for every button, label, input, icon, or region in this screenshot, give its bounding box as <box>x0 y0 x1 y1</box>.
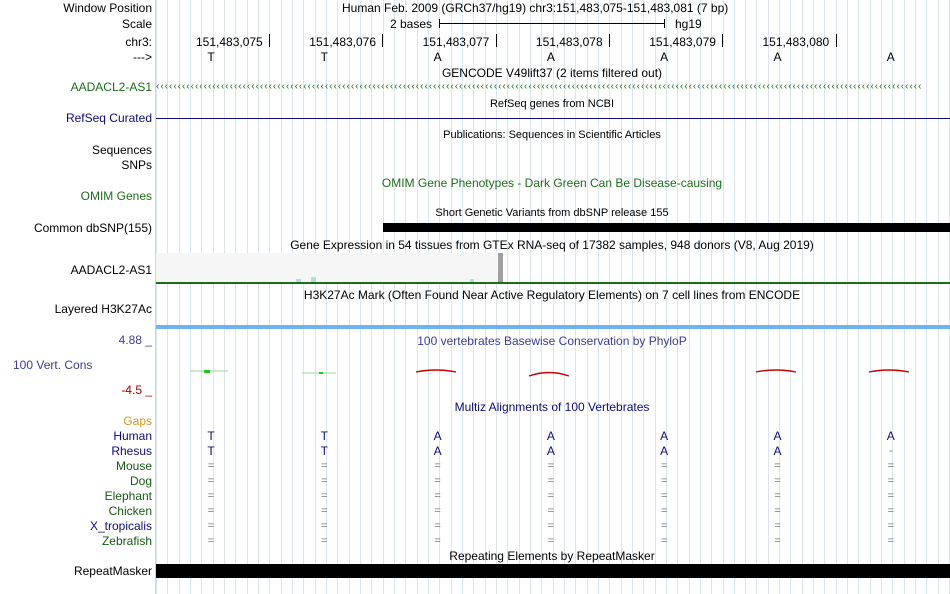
scale-bar <box>439 19 665 28</box>
snps-label[interactable]: SNPs <box>121 158 152 172</box>
publications-track-title[interactable]: Publications: Sequences in Scientific Articles <box>443 129 661 141</box>
phylop-label[interactable]: 100 Vert. Cons <box>13 358 93 372</box>
alignment-base: A <box>546 444 555 458</box>
alignment-base: = <box>207 490 215 502</box>
alignment-base: = <box>660 490 668 502</box>
scale-db: hg19 <box>675 17 702 31</box>
reference-base: A <box>660 50 669 64</box>
species-label[interactable]: Mouse <box>115 459 152 473</box>
alignment-base: = <box>774 505 781 517</box>
phylop-score <box>416 370 456 372</box>
alignment-base: = <box>207 520 215 532</box>
phylop-score <box>204 370 210 373</box>
alignment-base: T <box>207 444 215 458</box>
alignment-base: A <box>773 429 782 443</box>
species-label[interactable]: Chicken <box>108 504 152 518</box>
refseq-gene-line[interactable] <box>156 118 950 119</box>
alignment-base: - <box>888 445 893 457</box>
alignment-base: = <box>774 490 781 502</box>
h3k27ac-track-title[interactable]: H3K27Ac Mark (Often Found Near Active Regulatory Elements) on 7 cell lines from ENCODE <box>303 288 801 302</box>
dbsnp-variant-bar[interactable] <box>383 223 950 232</box>
ruler-position-label: 151,483,078 <box>535 35 603 49</box>
window-position-label: Window Position <box>63 1 152 15</box>
gaps-label[interactable]: Gaps <box>123 414 152 428</box>
alignment-base: = <box>660 475 668 487</box>
refseq-track-title[interactable]: RefSeq genes from NCBI <box>489 98 615 110</box>
alignment-base: = <box>321 520 328 532</box>
gencode-gene-bar[interactable]: ‹‹‹‹‹‹‹‹‹‹‹‹‹‹‹‹‹‹‹‹‹‹‹‹‹‹‹‹‹‹‹‹‹‹‹‹‹‹‹‹‹‹‹‹‹‹‹‹‹‹‹‹‹‹‹‹‹‹‹‹‹‹‹‹‹‹‹‹‹‹‹‹‹‹‹‹‹‹‹‹‹‹‹‹‹‹‹‹‹‹‹‹‹‹‹‹‹‹‹‹‹‹‹‹‹‹‹‹‹‹‹‹‹‹‹‹‹‹‹‹‹‹‹‹‹‹‹‹‹‹‹‹‹‹‹‹‹‹‹‹‹‹‹‹‹‹‹‹‹‹‹‹‹‹‹‹‹‹‹‹‹‹‹‹‹‹‹‹‹‹‹‹‹‹‹‹‹ <box>156 81 923 92</box>
ruler-position-label: 151,483,080 <box>762 35 830 49</box>
gencode-gene-label[interactable]: AADACL2-AS1 <box>70 80 152 94</box>
alignment-base: = <box>207 460 215 472</box>
alignment-base: A <box>773 444 782 458</box>
ruler-tick <box>269 34 270 47</box>
alignment-base: = <box>887 520 895 532</box>
omim-track-title[interactable]: OMIM Gene Phenotypes - Dark Green Can Be Disease-causing <box>381 176 723 190</box>
reference-base: A <box>546 50 555 64</box>
alignment-base: = <box>774 535 781 547</box>
phylop-min-label: -4.5 _ <box>121 383 152 397</box>
h3k27ac-label[interactable]: Layered H3K27Ac <box>54 302 152 316</box>
alignment-base: = <box>321 490 328 502</box>
alignment-base: = <box>434 520 441 532</box>
alignment-base: = <box>660 535 668 547</box>
phylop-max-label: 4.88 _ <box>118 333 152 347</box>
species-label[interactable]: Elephant <box>104 489 152 503</box>
gtex-track-title[interactable]: Gene Expression in 54 tissues from GTEx RNA-seq of 17382 samples, 948 donors (V8, Aug 2019) <box>290 238 814 252</box>
alignment-base: = <box>774 520 781 532</box>
multiz-track-title[interactable]: Multiz Alignments of 100 Vertebrates <box>454 400 650 414</box>
ruler-position-label: 151,483,079 <box>649 35 716 49</box>
alignment-base: T <box>320 444 328 458</box>
strand-arrow-label: ---> <box>133 50 152 64</box>
repeatmasker-bar[interactable] <box>156 564 950 578</box>
reference-base: T <box>320 50 328 64</box>
alignment-base: A <box>660 429 669 443</box>
repeatmasker-label[interactable]: RepeatMasker <box>73 564 152 578</box>
alignment-base: = <box>887 505 895 517</box>
reference-base: A <box>886 50 895 64</box>
alignment-base: = <box>774 460 781 472</box>
alignment-base: = <box>547 490 555 502</box>
alignment-base: = <box>547 520 555 532</box>
ruler-position-label: 151,483,077 <box>422 35 490 49</box>
species-label[interactable]: X_tropicalis <box>89 519 152 533</box>
alignment-base: = <box>207 535 215 547</box>
sequences-label[interactable]: Sequences <box>91 143 152 157</box>
ruler-tick <box>722 34 723 47</box>
gtex-expression-bar[interactable] <box>498 253 503 283</box>
alignment-base: = <box>774 475 781 487</box>
alignment-base: = <box>321 505 328 517</box>
ruler-tick <box>496 34 497 47</box>
alignment-base: = <box>434 505 441 517</box>
alignment-base: = <box>547 535 555 547</box>
alignment-base: = <box>321 460 328 472</box>
chr-label: chr3: <box>125 35 152 49</box>
alignment-base: = <box>434 460 441 472</box>
alignment-base: = <box>207 505 215 517</box>
alignment-base: = <box>434 475 441 487</box>
ruler-tick <box>836 34 837 47</box>
alignment-base: = <box>887 460 895 472</box>
scale-text: 2 bases <box>390 17 433 31</box>
alignment-base: A <box>660 444 669 458</box>
alignment-base: = <box>660 460 668 472</box>
ruler-tick <box>609 34 610 47</box>
phylop-track-title[interactable]: 100 vertebrates Basewise Conservation by PhyloP <box>417 334 687 348</box>
phylop-score <box>529 373 569 377</box>
species-label[interactable]: Dog <box>129 474 152 488</box>
phylop-score <box>319 372 323 374</box>
ruler-position-label: 151,483,075 <box>196 35 263 49</box>
alignment-base: A <box>433 444 442 458</box>
omim-label[interactable]: OMIM Genes <box>80 189 152 203</box>
repeatmasker-track-title[interactable]: Repeating Elements by RepeatMasker <box>449 549 655 563</box>
phylop-score <box>756 370 796 372</box>
alignment-base: = <box>547 505 555 517</box>
gencode-track-title[interactable]: GENCODE V49lift37 (2 items filtered out) <box>441 66 663 80</box>
alignment-base: A <box>546 429 555 443</box>
alignment-base: = <box>434 490 441 502</box>
species-label[interactable]: Zebrafish <box>101 534 152 548</box>
alignment-base: = <box>321 475 328 487</box>
alignment-base: = <box>547 475 555 487</box>
ruler-tick <box>382 34 383 47</box>
phylop-score <box>869 370 909 372</box>
alignment-base: = <box>547 460 555 472</box>
reference-base: A <box>433 50 442 64</box>
reference-base: T <box>207 50 215 64</box>
gtex-plot-area <box>156 253 500 283</box>
h3k27ac-signal-bar[interactable] <box>156 325 950 329</box>
dbsnp-label[interactable]: Common dbSNP(155) <box>33 221 152 235</box>
reference-base: A <box>773 50 782 64</box>
gtex-gene-label[interactable]: AADACL2-AS1 <box>70 263 152 277</box>
scale-label: Scale <box>121 17 152 31</box>
assembly-position-text: Human Feb. 2009 (GRCh37/hg19) chr3:151,483,075-151,483,081 (7 bp) <box>342 1 729 15</box>
species-label[interactable]: Human <box>113 429 152 443</box>
gtex-gene-line[interactable] <box>156 282 950 284</box>
alignment-base: = <box>660 505 668 517</box>
alignment-base: = <box>887 490 895 502</box>
alignment-base: = <box>207 475 215 487</box>
alignment-base: A <box>433 429 442 443</box>
alignment-base: T <box>207 429 215 443</box>
dbsnp-track-title[interactable]: Short Genetic Variants from dbSNP release 155 <box>435 207 669 219</box>
ruler-position-label: 151,483,076 <box>309 35 377 49</box>
species-label[interactable]: Rhesus <box>111 444 152 458</box>
refseq-label[interactable]: RefSeq Curated <box>65 111 152 125</box>
alignment-base: = <box>434 535 441 547</box>
alignment-base: = <box>660 520 668 532</box>
phylop-plot <box>156 360 950 384</box>
alignment-base: = <box>887 535 895 547</box>
alignment-base: = <box>321 535 328 547</box>
alignment-base: A <box>886 429 895 443</box>
alignment-base: T <box>320 429 328 443</box>
alignment-base: = <box>887 475 895 487</box>
